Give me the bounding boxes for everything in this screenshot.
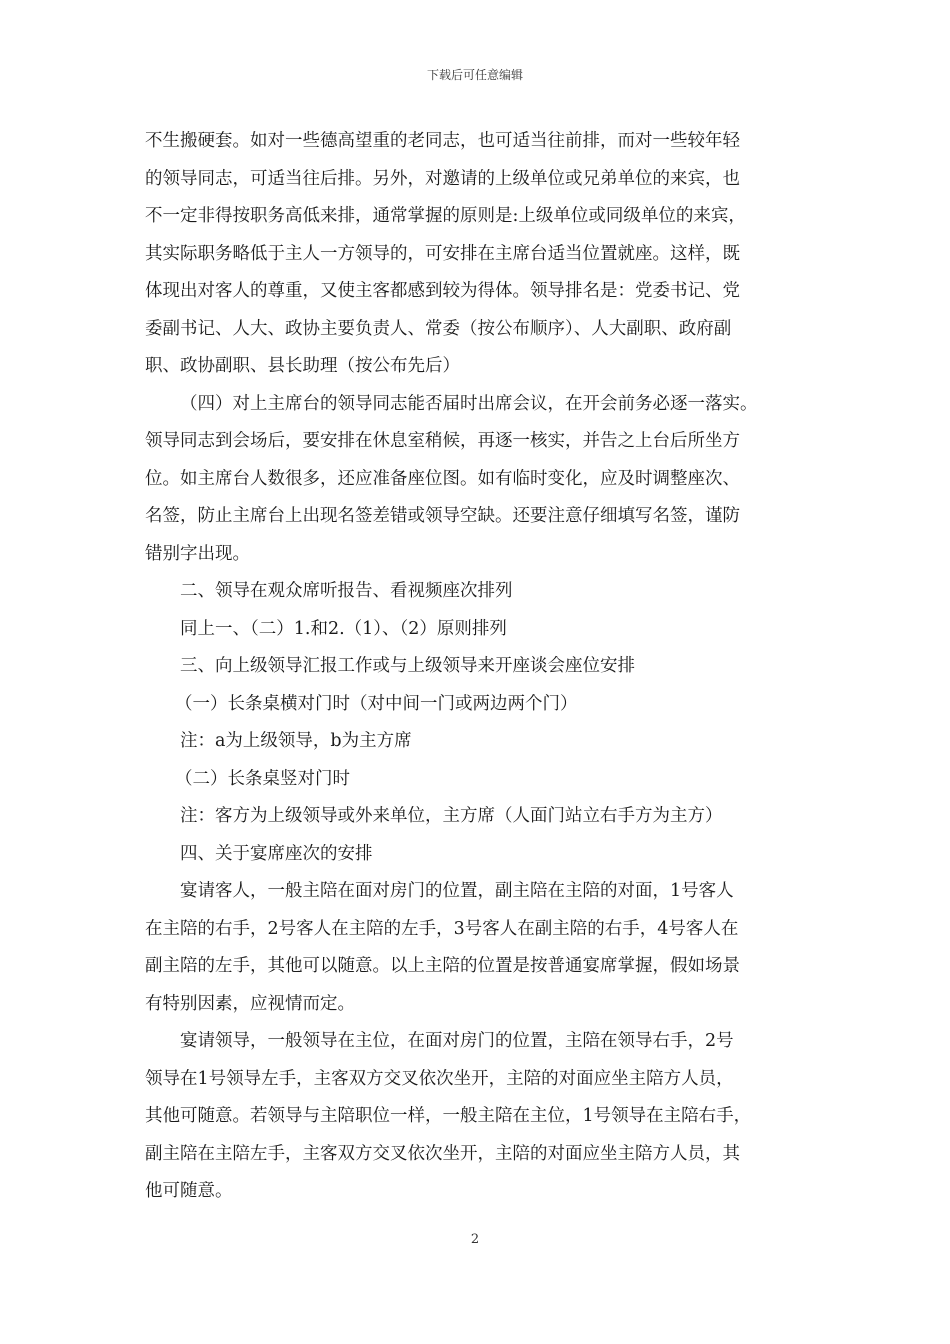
text-line: 在主陪的右手，2号客人在主陪的左手，3号客人在副主陪的右手，4号客人在 [145, 918, 739, 939]
text-line: 不一定非得按职务高低来排，通常掌握的原则是:上级单位或同级单位的来宾， [145, 206, 746, 226]
document-body [145, 123, 820, 1211]
page-header: 下载后可任意编辑 [426, 68, 523, 82]
text-line: 注：客方为上级领导或外来单位，主方席（人面门站立右手方为主方） [180, 806, 723, 826]
text-line: 错别字出现。 [145, 543, 250, 564]
text-line: 职、政协副职、县长助理（按公布先后） [145, 356, 460, 376]
text-line: 副主陪的左手，其他可以随意。以上主陪的位置是按普通宴席掌握，假如场景 [145, 956, 740, 976]
text-line: 宴请领导，一般领导在主位，在面对房门的位置，主陪在领导右手，2号 [180, 1031, 734, 1051]
text-line: 名签，防止主席台上出现名签差错或领导空缺。还要注意仔细填写名签，谨防 [145, 506, 740, 526]
text-line: 二、领导在观众席听报告、看视频座次排列 [180, 581, 513, 601]
text-line: 不生搬硬套。如对一些德高望重的老同志，也可适当往前排，而对一些较年轻 [145, 131, 740, 151]
text-line: 委副书记、人大、政协主要负责人、常委（按公布顺序）、人大副职、政府副 [145, 318, 732, 339]
text-line: 其实际职务略低于主人一方领导的，可安排在主席台适当位置就座。这样，既 [145, 243, 740, 264]
text-line: 三、向上级领导汇报工作或与上级领导来开座谈会座位安排 [180, 656, 635, 676]
text-line: 有特别因素，应视情而定。 [145, 993, 355, 1014]
text-line: 四、关于宴席座次的安排 [180, 843, 373, 864]
text-line: 注：a为上级领导，b为主方席 [180, 731, 412, 751]
text-line: 位。如主席台人数很多，还应准备座位图。如有临时变化，应及时调整座次、 [145, 468, 740, 489]
text-line: 其他可随意。若领导与主陪职位一样，一般主陪在主位，1号领导在主陪右手， [145, 1106, 752, 1126]
page-number: 2 [470, 1232, 480, 1247]
text-line: 领导同志到会场后，要安排在休息室稍候，再逐一核实，并告之上台后所坐方 [145, 431, 740, 451]
text-line: 副主陪在主陪左手，主客双方交叉依次坐开，主陪的对面应坐主陪方人员，其 [145, 1143, 740, 1164]
text-line: （二）长条桌竖对门时 [175, 768, 350, 789]
text-line: 同上一、（二）1.和2.（1）、（2）原则排列 [180, 618, 507, 639]
text-line: 的领导同志，可适当往后排。另外，对邀请的上级单位或兄弟单位的来宾，也 [145, 168, 740, 189]
text-line: （四）对上主席台的领导同志能否届时出席会议，在开会前务必逐一落实。 [180, 393, 758, 414]
text-line: 体现出对客人的尊重，又使主客都感到较为得体。领导排名是：党委书记、党 [145, 281, 740, 301]
text-line: 他可随意。 [145, 1181, 233, 1201]
text-line: 宴请客人，一般主陪在面对房门的位置，副主陪在主陪的对面，1号客人 [180, 881, 734, 901]
text-line: （一）长条桌横对门时（对中间一门或两边两个门） [175, 693, 578, 714]
text-line: 领导在1号领导左手，主客双方交叉依次坐开，主陪的对面应坐主陪方人员， [145, 1068, 734, 1089]
